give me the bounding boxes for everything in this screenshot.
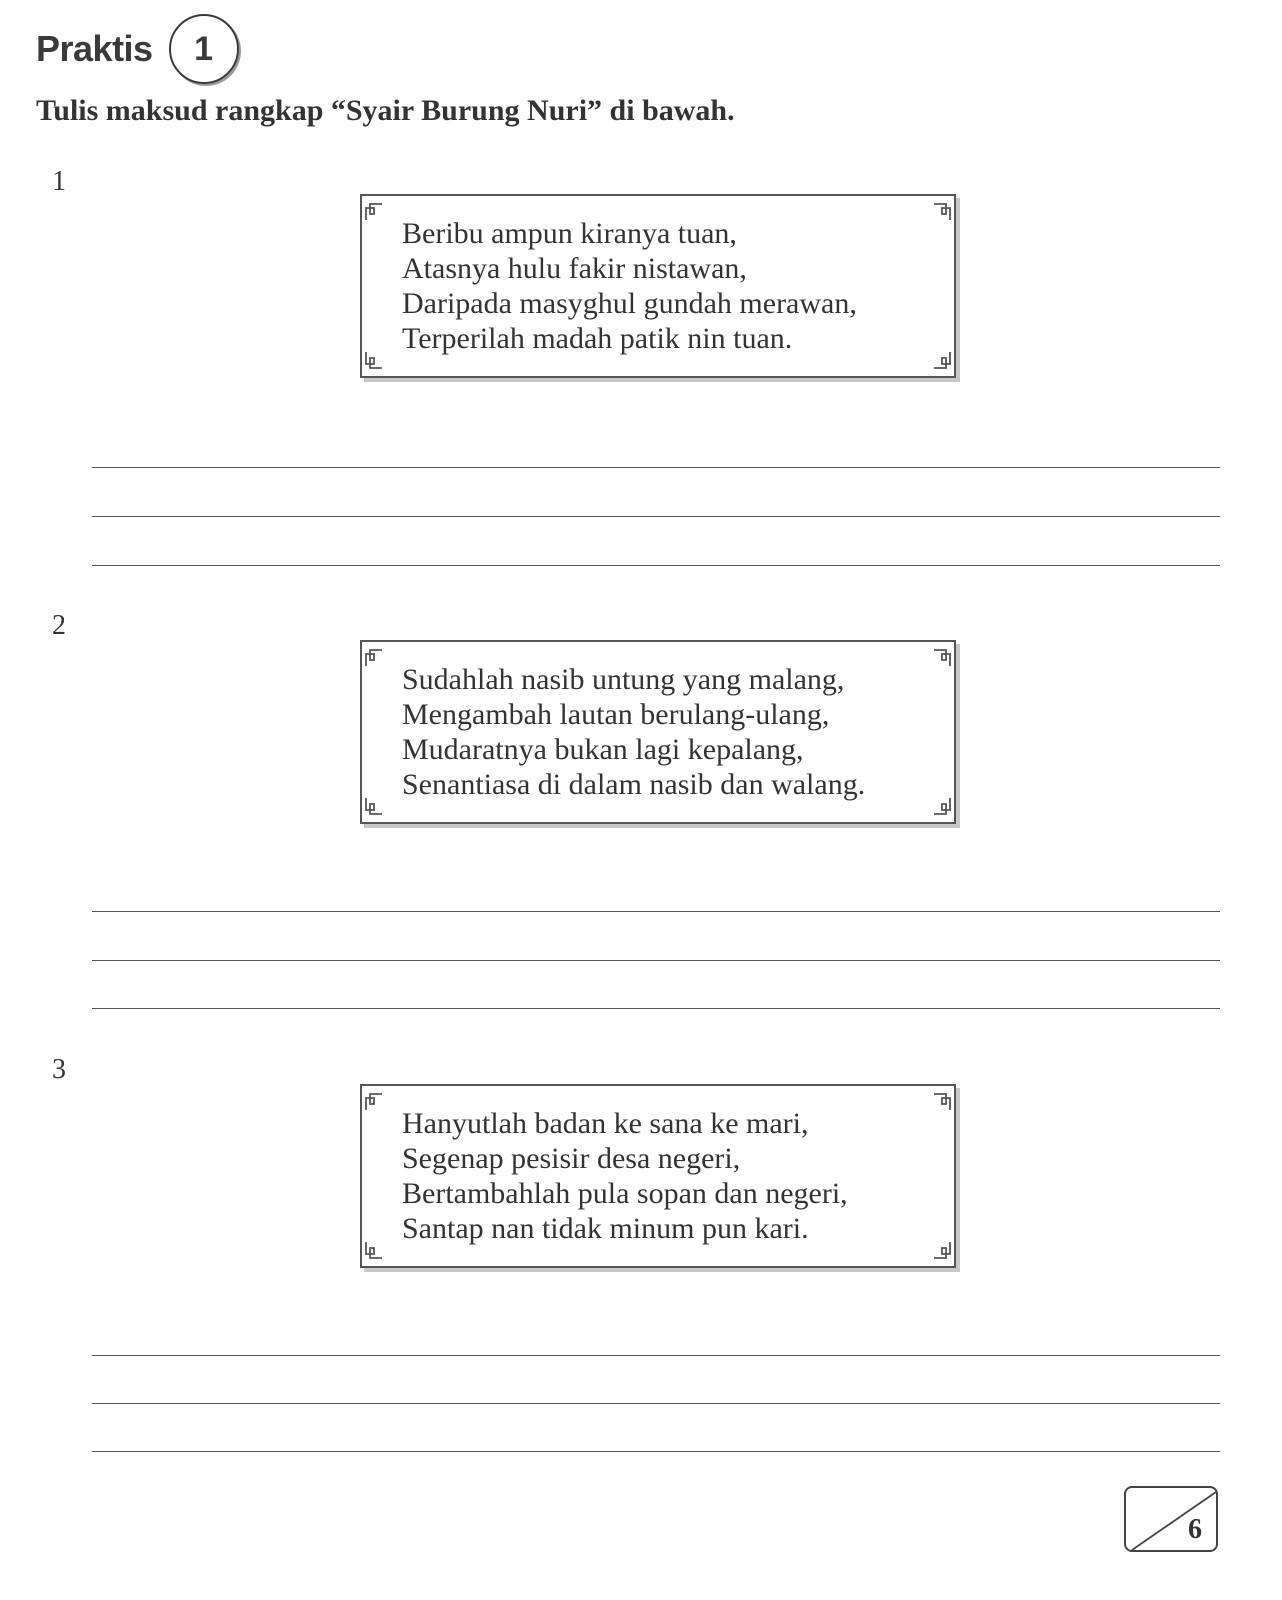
poem-stanza <box>402 662 865 802</box>
question-number: 1 <box>52 166 66 197</box>
poem-stanza <box>402 1106 848 1246</box>
corner-ornament-icon <box>930 350 952 372</box>
score-box <box>1124 1486 1218 1552</box>
poem-line: Mengambah lautan berulang-ulang, <box>402 698 830 731</box>
poem-box <box>360 194 956 378</box>
answer-line[interactable] <box>92 960 1220 961</box>
poem-line: Daripada masyghul gundah merawan, <box>402 287 857 320</box>
poem-stanza <box>402 216 857 356</box>
poem-line: Terperilah madah patik nin tuan. <box>402 322 793 355</box>
page-header <box>36 14 239 84</box>
corner-ornament-icon <box>364 1240 386 1262</box>
total-score: 6 <box>1188 1514 1202 1545</box>
corner-ornament-icon <box>364 796 386 818</box>
poem-line: Santap nan tidak minum pun kari. <box>402 1212 809 1245</box>
page-title: Praktis <box>36 28 153 69</box>
practice-number-badge: 1 <box>169 14 239 84</box>
corner-ornament-icon <box>930 200 952 222</box>
answer-line[interactable] <box>92 1008 1220 1009</box>
answer-line[interactable] <box>92 565 1220 566</box>
corner-ornament-icon <box>364 200 386 222</box>
poem-box <box>360 1084 956 1268</box>
poem-line: Senantiasa di dalam nasib dan walang. <box>402 768 866 801</box>
corner-ornament-icon <box>364 350 386 372</box>
corner-ornament-icon <box>930 646 952 668</box>
poem-line: Atasnya hulu fakir nistawan, <box>402 252 747 285</box>
answer-line[interactable] <box>92 516 1220 517</box>
corner-ornament-icon <box>930 1090 952 1112</box>
instruction-text: Tulis maksud rangkap “Syair Burung Nuri” di bawah. <box>36 94 735 127</box>
poem-box <box>360 640 956 824</box>
question-number: 2 <box>52 610 66 641</box>
poem-line: Segenap pesisir desa negeri, <box>402 1142 741 1175</box>
corner-ornament-icon <box>364 646 386 668</box>
poem-line: Bertambahlah pula sopan dan negeri, <box>402 1177 848 1210</box>
poem-line: Beribu ampun kiranya tuan, <box>402 217 737 250</box>
corner-ornament-icon <box>930 1240 952 1262</box>
answer-line[interactable] <box>92 1355 1220 1356</box>
question-number: 3 <box>52 1054 66 1085</box>
answer-line[interactable] <box>92 911 1220 912</box>
poem-line: Hanyutlah badan ke sana ke mari, <box>402 1107 809 1140</box>
poem-line: Sudahlah nasib untung yang malang, <box>402 663 845 696</box>
answer-line[interactable] <box>92 1403 1220 1404</box>
diagonal-divider-icon <box>1126 1488 1218 1552</box>
answer-line[interactable] <box>92 467 1220 468</box>
answer-line[interactable] <box>92 1451 1220 1452</box>
poem-line: Mudaratnya bukan lagi kepalang, <box>402 733 804 766</box>
corner-ornament-icon <box>930 796 952 818</box>
corner-ornament-icon <box>364 1090 386 1112</box>
